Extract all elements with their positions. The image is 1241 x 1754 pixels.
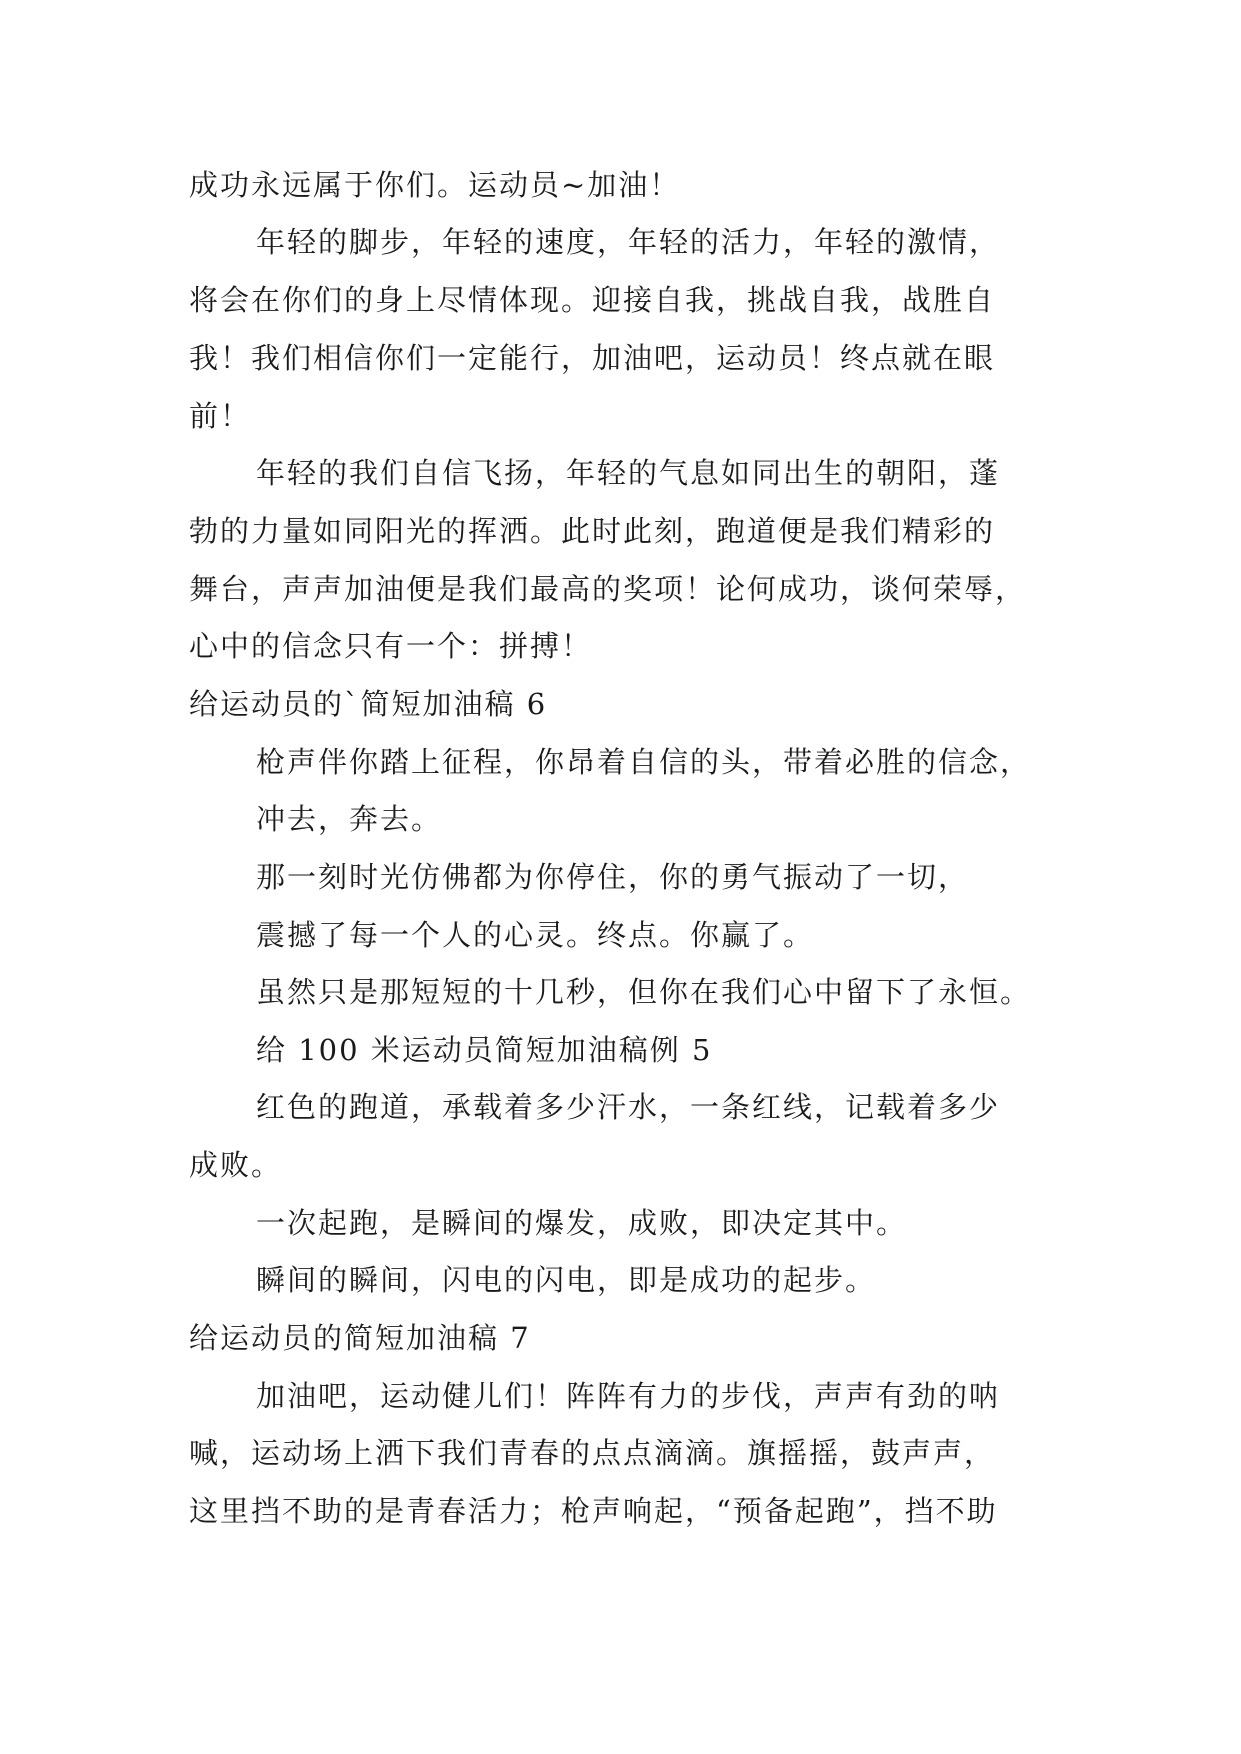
body-text-line: 将会在你们的身上尽情体现。迎接自我，挑战自我，战胜自	[189, 283, 996, 317]
body-text-line: 那一刻时光仿佛都为你停住，你的勇气振动了一切，	[256, 860, 970, 894]
body-text-line: 瞬间的瞬间，闪电的闪电，即是成功的起步。	[256, 1263, 877, 1297]
body-text-line: 勃的力量如同阳光的挥洒。此时此刻，跑道便是我们精彩的	[189, 514, 996, 548]
body-text-line: 震撼了每一个人的心灵。终点。你赢了。	[256, 918, 815, 952]
body-text-line: 一次起跑，是瞬间的爆发，成败，即决定其中。	[256, 1206, 908, 1240]
body-text-line: 枪声伴你踏上征程，你昂着自信的头，带着必胜的信念，	[256, 745, 1032, 779]
body-text-line: 成功永远属于你们。运动员~加油！	[189, 168, 681, 202]
body-text-line: 我！我们相信你们一定能行，加油吧，运动员！终点就在眼	[189, 341, 996, 375]
body-text-line: 舞台，声声加油便是我们最高的奖项！论何成功，谈何荣辱，	[189, 572, 1027, 606]
body-text-line: 年轻的脚步，年轻的速度，年轻的活力，年轻的激情，	[256, 225, 1001, 259]
body-text-line: 加油吧，运动健儿们！阵阵有力的步伐，声声有劲的呐	[256, 1379, 1001, 1413]
body-text-line: 虽然只是那短短的十几秒，但你在我们心中留下了永恒。	[256, 975, 1032, 1009]
section-heading: 给运动员的简短加油稿 7	[189, 1321, 531, 1355]
section-heading: 给 100 米运动员简短加油稿例 5	[256, 1033, 713, 1067]
body-text-line: 冲去，奔去。	[256, 802, 443, 836]
body-text-line: 红色的跑道，承载着多少汗水，一条红线，记载着多少	[256, 1090, 1001, 1124]
body-text-line: 这里挡不助的是青春活力；枪声响起，“预备起跑”，挡不助	[189, 1494, 998, 1528]
body-text-line: 心中的信念只有一个：拼搏！	[189, 629, 593, 663]
body-text-line: 成败。	[189, 1148, 283, 1182]
section-heading: 给运动员的`简短加油稿 6	[189, 687, 548, 721]
body-text-line: 年轻的我们自信飞扬，年轻的气息如同出生的朝阳，蓬	[256, 456, 1001, 490]
body-text-line: 喊，运动场上洒下我们青春的点点滴滴。旗摇摇，鼓声声，	[189, 1436, 996, 1470]
body-text-line: 前！	[189, 399, 252, 433]
